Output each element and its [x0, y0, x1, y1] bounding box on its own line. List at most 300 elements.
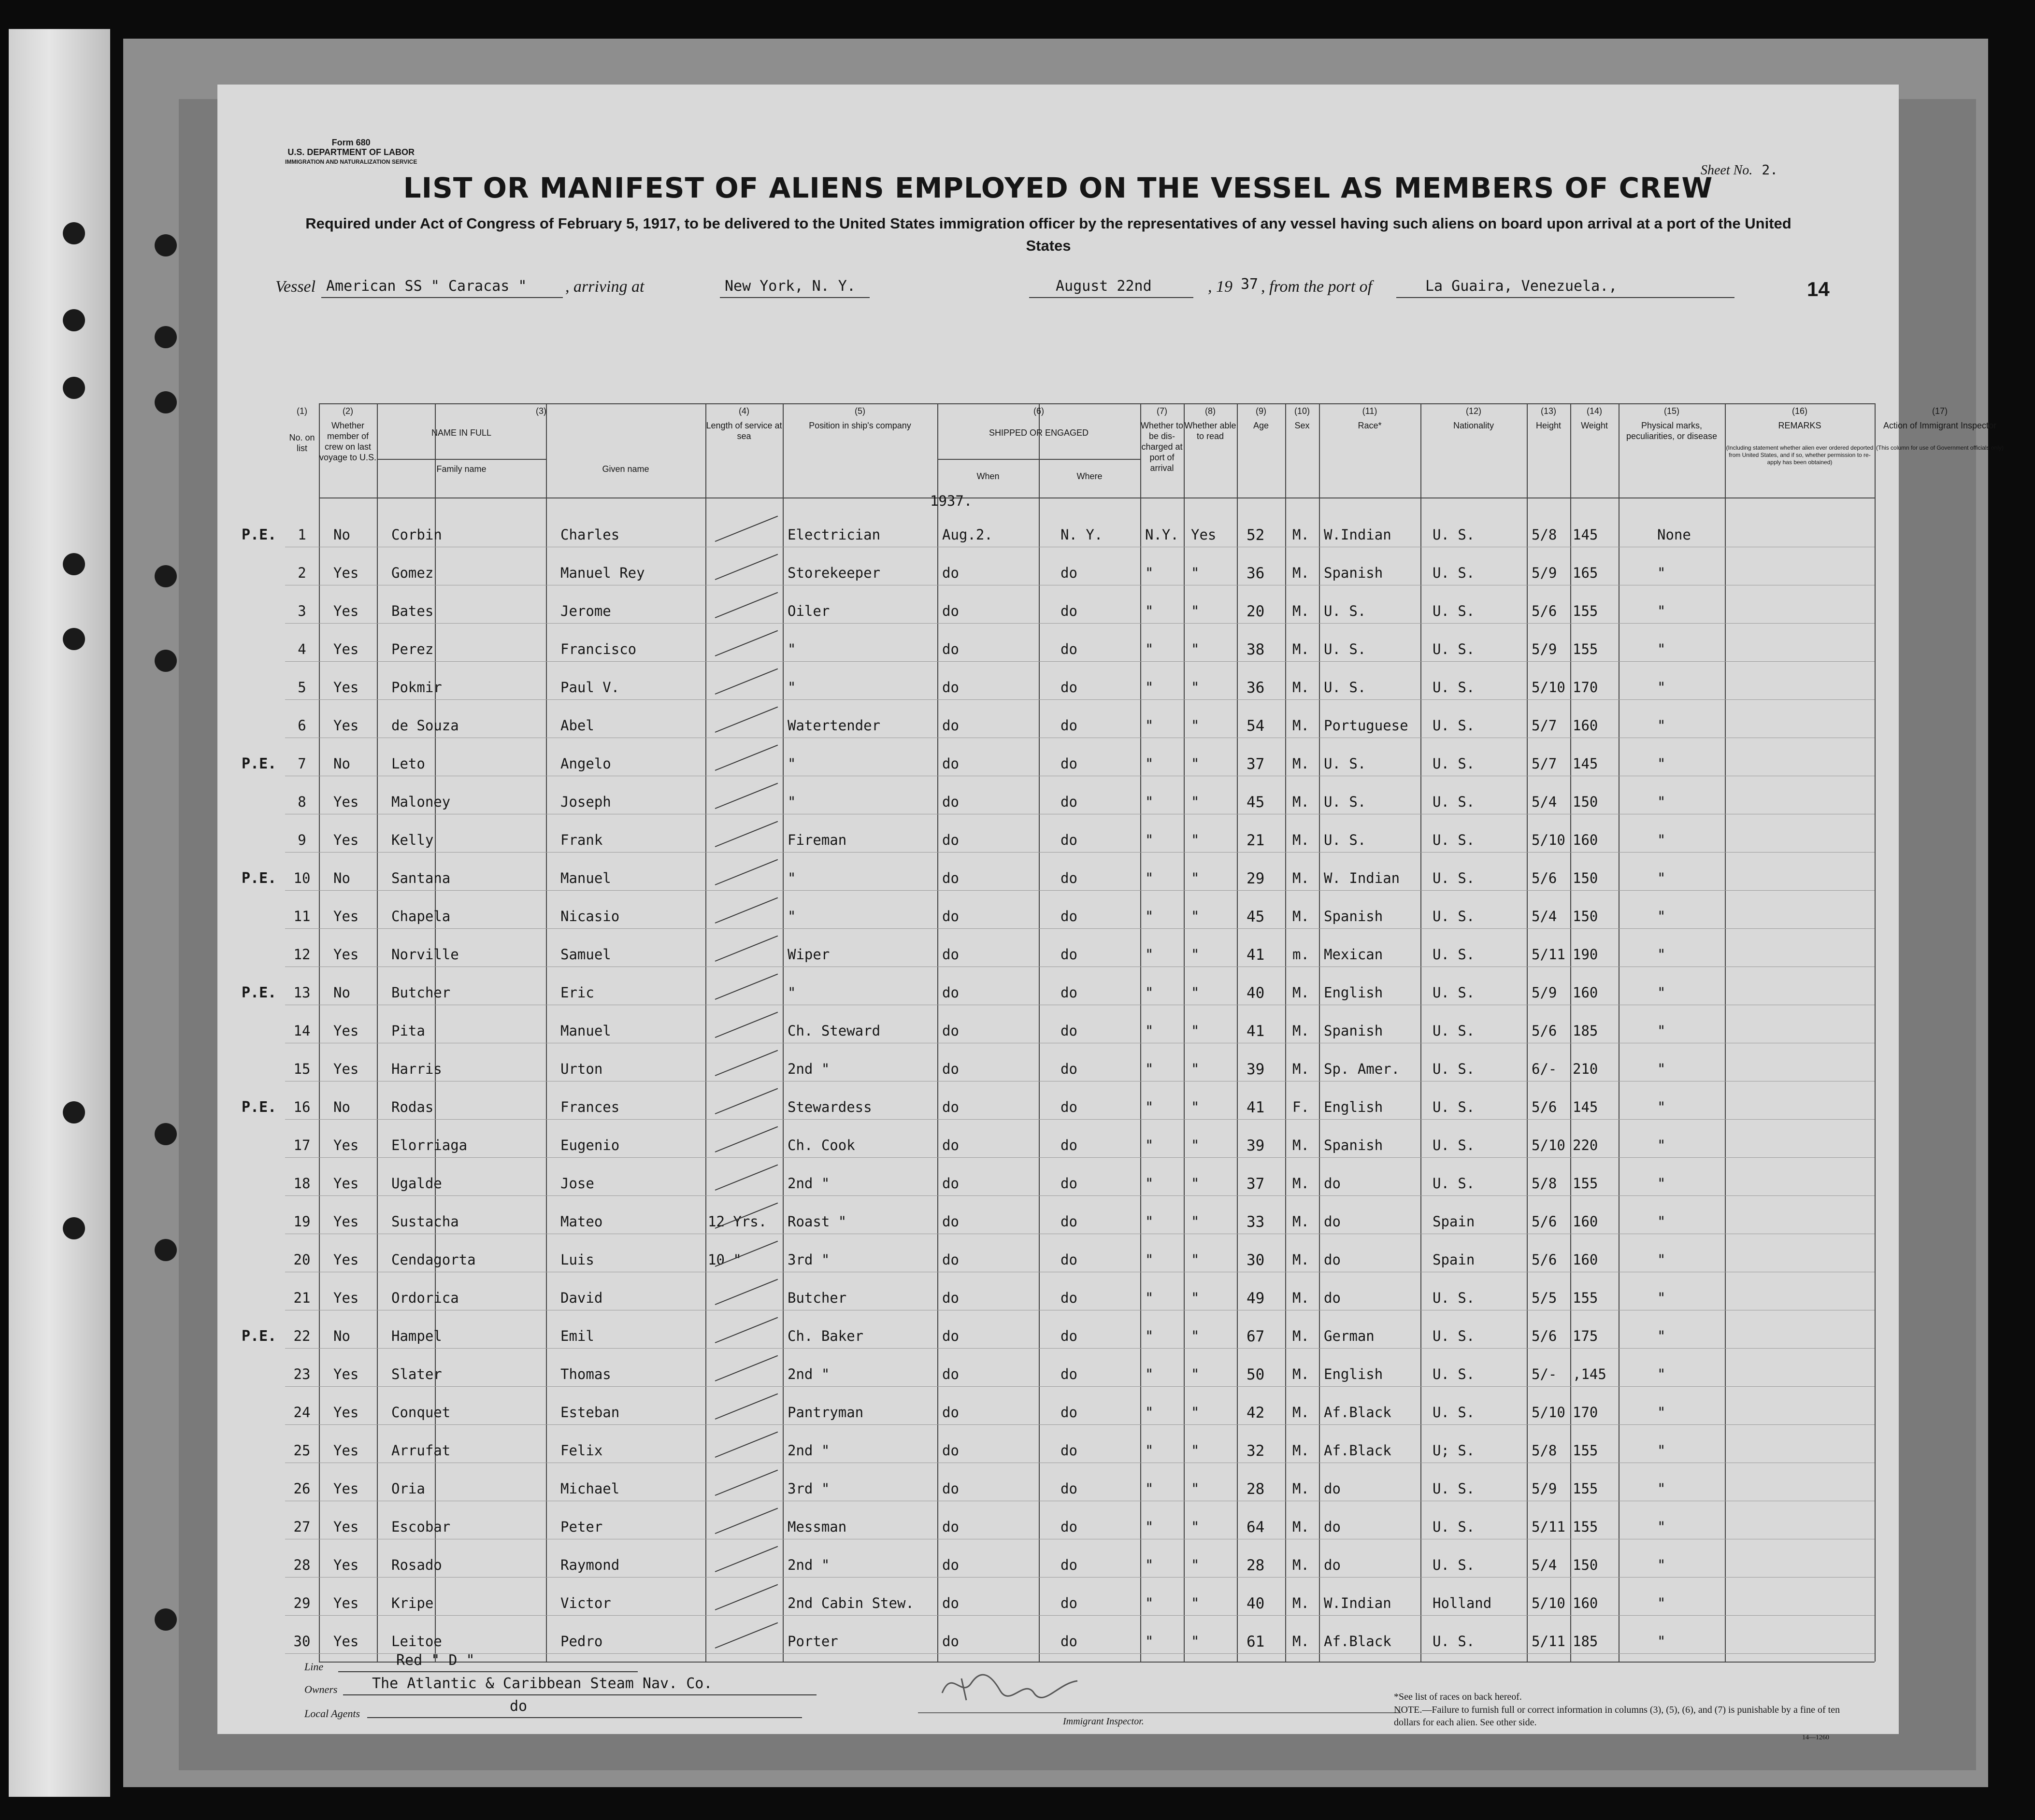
agents-label: Local Agents — [304, 1707, 360, 1720]
cell-nationality: Spain — [1433, 1213, 1475, 1230]
binder-hole — [155, 326, 177, 348]
cell-position: 2nd " — [788, 1061, 830, 1077]
cell-nationality: Holland — [1433, 1595, 1492, 1611]
cell-able-to-read: " — [1191, 755, 1200, 772]
cell-prev-voyage: Yes — [333, 1137, 359, 1153]
cell-height: 6/- — [1532, 1061, 1557, 1077]
cell-height: 5/10 — [1532, 1595, 1565, 1611]
cell-where: do — [1060, 1366, 1077, 1382]
service-tick — [715, 554, 778, 580]
cell-age: 49 — [1247, 1290, 1265, 1307]
header-sex: Sex — [1294, 421, 1310, 430]
cell-no: 16 — [293, 1099, 311, 1115]
cell-physical-marks: " — [1657, 794, 1666, 810]
service-tick — [715, 592, 778, 618]
cell-when: do — [942, 1175, 959, 1192]
name-subheader-rule — [377, 459, 546, 460]
cell-discharged: " — [1145, 1404, 1154, 1421]
form-code: 14—1260 — [1802, 1734, 1829, 1741]
cell-able-to-read: " — [1191, 679, 1200, 696]
cell-where: do — [1060, 1404, 1077, 1421]
cell-given-name: Angelo — [560, 755, 611, 772]
cell-weight: 190 — [1573, 946, 1598, 963]
pe-mark: P.E. — [242, 526, 277, 543]
cell-family-name: Chapela — [391, 908, 451, 924]
cell-race: U. S. — [1324, 832, 1366, 848]
table-row-rule — [285, 928, 1875, 929]
cell-position: " — [788, 755, 796, 772]
year-note: 1937. — [930, 493, 973, 509]
cell-where: do — [1060, 1290, 1077, 1306]
cell-family-name: de Souza — [391, 717, 459, 734]
binder-hole — [155, 650, 177, 672]
cell-no: 2 — [298, 565, 306, 581]
cell-height: 5/8 — [1532, 1442, 1557, 1459]
cell-able-to-read: " — [1191, 1213, 1200, 1230]
cell-nationality: U. S. — [1433, 1519, 1475, 1535]
cell-sex: M. — [1292, 1480, 1309, 1497]
header-shipped-engaged: SHIPPED OR ENGAGED — [989, 428, 1089, 438]
service-tick — [715, 707, 778, 733]
cell-given-name: Mateo — [560, 1213, 603, 1230]
column-number: (2) — [343, 406, 353, 416]
cell-race: do — [1324, 1290, 1341, 1306]
cell-race: Spanish — [1324, 1023, 1383, 1039]
cell-when: do — [942, 1366, 959, 1382]
cell-when: do — [942, 1595, 959, 1611]
cell-race: Af.Black — [1324, 1404, 1391, 1421]
cell-position: " — [788, 679, 796, 696]
cell-physical-marks: None — [1657, 526, 1691, 543]
cell-no: 21 — [293, 1290, 311, 1306]
cell-given-name: Frank — [560, 832, 603, 848]
cell-weight: 155 — [1573, 641, 1598, 657]
cell-height: 5/8 — [1532, 1175, 1557, 1192]
cell-family-name: Norville — [391, 946, 459, 963]
cell-given-name: Paul V. — [560, 679, 620, 696]
cell-race: do — [1324, 1519, 1341, 1535]
cell-height: 5/6 — [1532, 1213, 1557, 1230]
cell-weight: 160 — [1573, 717, 1598, 734]
cell-no: 8 — [298, 794, 306, 810]
cell-sex: M. — [1292, 832, 1309, 848]
cell-when: do — [942, 1023, 959, 1039]
service-tick — [715, 668, 778, 695]
cell-nationality: U. S. — [1433, 1328, 1475, 1344]
cell-no: 10 — [293, 870, 311, 886]
cell-discharged: " — [1145, 755, 1154, 772]
cell-nationality: Spain — [1433, 1251, 1475, 1268]
cell-no: 25 — [293, 1442, 311, 1459]
cell-given-name: Emil — [560, 1328, 594, 1344]
cell-able-to-read: " — [1191, 641, 1200, 657]
cell-given-name: Abel — [560, 717, 594, 734]
cell-able-to-read: " — [1191, 1404, 1200, 1421]
cell-nationality: U. S. — [1433, 565, 1475, 581]
column-number: (12) — [1465, 406, 1481, 416]
cell-discharged: " — [1145, 794, 1154, 810]
cell-physical-marks: " — [1657, 755, 1666, 772]
cell-physical-marks: " — [1657, 1328, 1666, 1344]
binder-hole — [63, 1101, 85, 1123]
cell-no: 3 — [298, 603, 306, 619]
cell-prev-voyage: Yes — [333, 603, 359, 619]
pe-mark: P.E. — [242, 755, 277, 772]
cell-age: 36 — [1247, 679, 1265, 697]
cell-race: U. S. — [1324, 641, 1366, 657]
cell-family-name: Harris — [391, 1061, 442, 1077]
cell-height: 5/- — [1532, 1366, 1557, 1382]
cell-where: N. Y. — [1060, 526, 1103, 543]
fine-note: NOTE.—Failure to furnish full or correct information in columns (3), (5), (6), and (7) is punishable by a fine of ten dollars for each alien. See other side. — [1394, 1705, 1840, 1728]
column-number: (17) — [1932, 406, 1948, 416]
cell-physical-marks: " — [1657, 946, 1666, 963]
cell-where: do — [1060, 641, 1077, 657]
cell-height: 5/9 — [1532, 1480, 1557, 1497]
cell-physical-marks: " — [1657, 565, 1666, 581]
cell-age: 67 — [1247, 1328, 1265, 1345]
cell-able-to-read: " — [1191, 603, 1200, 619]
cell-physical-marks: " — [1657, 1023, 1666, 1039]
cell-able-to-read: " — [1191, 1175, 1200, 1192]
cell-nationality: U. S. — [1433, 794, 1475, 810]
cell-where: do — [1060, 1442, 1077, 1459]
cell-nationality: U. S. — [1433, 717, 1475, 734]
cell-age: 21 — [1247, 832, 1265, 849]
cell-able-to-read: " — [1191, 1023, 1200, 1039]
cell-discharged: " — [1145, 1213, 1154, 1230]
cell-position: " — [788, 908, 796, 924]
header-where: Where — [1076, 471, 1103, 481]
cell-prev-voyage: Yes — [333, 1633, 359, 1649]
cell-prev-voyage: Yes — [333, 679, 359, 696]
cell-when: do — [942, 1328, 959, 1344]
cell-given-name: Samuel — [560, 946, 611, 963]
cell-given-name: Victor — [560, 1595, 611, 1611]
cell-no: 28 — [293, 1557, 311, 1573]
cell-position: Porter — [788, 1633, 838, 1649]
cell-family-name: Elorriaga — [391, 1137, 468, 1153]
cell-position: Roast " — [788, 1213, 847, 1230]
cell-discharged: " — [1145, 1061, 1154, 1077]
cell-when: do — [942, 1099, 959, 1115]
cell-discharged: " — [1145, 565, 1154, 581]
cell-height: 5/9 — [1532, 984, 1557, 1001]
cell-position: 2nd " — [788, 1557, 830, 1573]
cell-discharged: " — [1145, 1633, 1154, 1649]
cell-no: 15 — [293, 1061, 311, 1077]
column-rule — [1875, 403, 1876, 1662]
cell-sex: M. — [1292, 1290, 1309, 1306]
cell-where: do — [1060, 1175, 1077, 1192]
service-tick — [715, 783, 778, 809]
binder-hole — [155, 1239, 177, 1261]
races-note: *See list of races on back hereof. — [1394, 1692, 1522, 1702]
cell-where: do — [1060, 946, 1077, 963]
table-bottom-rule — [319, 1662, 1875, 1663]
cell-nationality: U. S. — [1433, 832, 1475, 848]
cell-sex: M. — [1292, 1328, 1309, 1344]
cell-given-name: David — [560, 1290, 603, 1306]
cell-no: 4 — [298, 641, 306, 657]
cell-age: 40 — [1247, 1595, 1265, 1612]
cell-given-name: Peter — [560, 1519, 603, 1535]
binder-hole — [63, 309, 85, 331]
cell-position: Storekeeper — [788, 565, 881, 581]
cell-nationality: U. S. — [1433, 1137, 1475, 1153]
cell-age: 41 — [1247, 1023, 1265, 1040]
cell-age: 37 — [1247, 1175, 1265, 1193]
cell-no: 18 — [293, 1175, 311, 1192]
cell-family-name: Conquet — [391, 1404, 451, 1421]
cell-family-name: Leto — [391, 755, 425, 772]
cell-sex: M. — [1292, 1595, 1309, 1611]
cell-sex: M. — [1292, 870, 1309, 886]
cell-discharged: " — [1145, 1557, 1154, 1573]
cell-discharged: " — [1145, 1137, 1154, 1153]
column-number: (8) — [1205, 406, 1216, 416]
cell-able-to-read: " — [1191, 1099, 1200, 1115]
cell-height: 5/6 — [1532, 603, 1557, 619]
cell-nationality: U. S. — [1433, 1366, 1475, 1382]
cell-sex: F. — [1292, 1099, 1309, 1115]
cell-weight: 155 — [1573, 1480, 1598, 1497]
cell-discharged: " — [1145, 984, 1154, 1001]
cell-sex: M. — [1292, 1061, 1309, 1077]
cell-weight: 160 — [1573, 1251, 1598, 1268]
header-name-in-full: NAME IN FULL — [431, 428, 492, 438]
cell-given-name: Luis — [560, 1251, 594, 1268]
cell-weight: 150 — [1573, 1557, 1598, 1573]
cell-position: 2nd " — [788, 1175, 830, 1192]
cell-race: U. S. — [1324, 755, 1366, 772]
cell-no: 9 — [298, 832, 306, 848]
table-row-rule — [285, 852, 1875, 853]
cell-weight: 145 — [1573, 526, 1598, 543]
cell-where: do — [1060, 755, 1077, 772]
cell-where: do — [1060, 1251, 1077, 1268]
service-tick — [715, 936, 778, 962]
cell-when: do — [942, 1442, 959, 1459]
cell-weight: 155 — [1573, 1442, 1598, 1459]
cell-race: do — [1324, 1557, 1341, 1573]
header-family-name: Family name — [436, 464, 487, 474]
column-number: (7) — [1157, 406, 1167, 416]
cell-where: do — [1060, 1213, 1077, 1230]
service-tick — [715, 1546, 778, 1572]
cell-position: Ch. Cook — [788, 1137, 855, 1153]
cell-age: 36 — [1247, 565, 1265, 582]
table-row-rule — [285, 1195, 1875, 1196]
form-identifier — [285, 138, 417, 167]
cell-position: 2nd " — [788, 1366, 830, 1382]
cell-discharged: " — [1145, 717, 1154, 734]
cell-position: " — [788, 641, 796, 657]
table-row-rule — [285, 623, 1875, 624]
cell-when: do — [942, 984, 959, 1001]
cell-nationality: U. S. — [1433, 1480, 1475, 1497]
cell-height: 5/11 — [1532, 946, 1565, 963]
cell-position: Watertender — [788, 717, 881, 734]
cell-race: do — [1324, 1175, 1341, 1192]
cell-given-name: Frances — [560, 1099, 620, 1115]
column-number: (16) — [1791, 406, 1807, 416]
column-rule — [377, 403, 378, 1662]
cell-prev-voyage: Yes — [333, 1213, 359, 1230]
cell-height: 5/9 — [1532, 565, 1557, 581]
cell-when: do — [942, 946, 959, 963]
cell-sex: M. — [1292, 1557, 1309, 1573]
cell-no: 5 — [298, 679, 306, 696]
cell-where: do — [1060, 1099, 1077, 1115]
cell-discharged: " — [1145, 832, 1154, 848]
cell-given-name: Francisco — [560, 641, 637, 657]
page-title: LIST OR MANIFEST OF ALIENS EMPLOYED ON THE VESSEL AS MEMBERS OF CREW — [403, 171, 1713, 204]
cell-age: 32 — [1247, 1442, 1265, 1460]
cell-height: 5/10 — [1532, 1404, 1565, 1421]
cell-race: do — [1324, 1213, 1341, 1230]
cell-discharged: " — [1145, 1595, 1154, 1611]
column-number: (14) — [1586, 406, 1602, 416]
table-row-rule — [285, 1386, 1875, 1387]
cell-weight: 165 — [1573, 565, 1598, 581]
cell-race: English — [1324, 1366, 1383, 1382]
cell-height: 5/4 — [1532, 1557, 1557, 1573]
cell-where: do — [1060, 1061, 1077, 1077]
table-row-rule — [285, 1119, 1875, 1120]
cell-position: Electrician — [788, 526, 881, 543]
cell-nationality: U. S. — [1433, 603, 1475, 619]
cell-discharged: N.Y. — [1145, 526, 1179, 543]
binder-hole — [155, 391, 177, 413]
cell-age: 45 — [1247, 794, 1265, 811]
service-tick — [715, 745, 778, 771]
cell-prev-voyage: Yes — [333, 641, 359, 657]
cell-weight: 150 — [1573, 794, 1598, 810]
cell-physical-marks: " — [1657, 1442, 1666, 1459]
cell-height: 5/4 — [1532, 794, 1557, 810]
cell-physical-marks: " — [1657, 1519, 1666, 1535]
cell-discharged: " — [1145, 1442, 1154, 1459]
cell-position: Ch. Baker — [788, 1328, 864, 1344]
header-action-note: (This column for use of Government officials only) — [1876, 444, 2004, 451]
cell-prev-voyage: Yes — [333, 1595, 359, 1611]
cell-no: 22 — [293, 1328, 311, 1344]
shipped-subheader-rule — [937, 459, 1140, 460]
cell-prev-voyage: Yes — [333, 1557, 359, 1573]
cell-able-to-read: " — [1191, 1442, 1200, 1459]
header-height: Height — [1535, 421, 1562, 430]
cell-physical-marks: " — [1657, 1099, 1666, 1115]
cell-no: 6 — [298, 717, 306, 734]
cell-discharged: " — [1145, 603, 1154, 619]
service-tick — [715, 1088, 778, 1114]
cell-height: 5/6 — [1532, 1328, 1557, 1344]
cell-race: Mexican — [1324, 946, 1383, 963]
cell-height: 5/6 — [1532, 1251, 1557, 1268]
cell-physical-marks: " — [1657, 1480, 1666, 1497]
cell-weight: 145 — [1573, 1099, 1598, 1115]
cell-weight: 170 — [1573, 1404, 1598, 1421]
cell-where: do — [1060, 984, 1077, 1001]
service-tick — [715, 859, 778, 885]
cell-where: do — [1060, 908, 1077, 924]
year-prefix: , 19 — [1208, 278, 1232, 296]
cell-weight: 160 — [1573, 832, 1598, 848]
service-tick — [715, 1432, 778, 1458]
cell-physical-marks: " — [1657, 832, 1666, 848]
cell-nationality: U. S. — [1433, 755, 1475, 772]
cell-given-name: Michael — [560, 1480, 620, 1497]
departure-port: La Guaira, Venezuela., — [1425, 278, 1618, 295]
cell-sex: M. — [1292, 1175, 1309, 1192]
cell-where: do — [1060, 1519, 1077, 1535]
table-top-rule — [319, 403, 1875, 404]
header-weight: Weight — [1581, 421, 1608, 430]
cell-sex: M. — [1292, 908, 1309, 924]
cell-physical-marks: " — [1657, 1633, 1666, 1649]
cell-height: 5/11 — [1532, 1519, 1565, 1535]
manifest-page — [217, 85, 2004, 1741]
cell-race: Af.Black — [1324, 1633, 1391, 1649]
column-number: (13) — [1540, 406, 1556, 416]
cell-family-name: Arrufat — [391, 1442, 451, 1459]
cell-able-to-read: Yes — [1191, 526, 1217, 543]
cell-age: 20 — [1247, 603, 1265, 620]
page-subtitle: Required under Act of Congress of February 5, 1917, to be delivered to the United States immigration officer by the representatives of any vessel having such aliens on board upon arrival at a port of the United States — [305, 215, 1791, 254]
cell-when: do — [942, 565, 959, 581]
column-rule — [783, 403, 784, 1662]
cell-family-name: Ordorica — [391, 1290, 459, 1306]
cell-nationality: U. S. — [1433, 870, 1475, 886]
cell-height: 5/6 — [1532, 1099, 1557, 1115]
column-number: (1) — [297, 406, 307, 416]
service-tick — [715, 1126, 778, 1152]
cell-family-name: Rodas — [391, 1099, 434, 1115]
cell-weight: 185 — [1573, 1633, 1598, 1649]
cell-family-name: Hampel — [391, 1328, 442, 1344]
cell-given-name: Joseph — [560, 794, 611, 810]
header-race: Race* — [1358, 421, 1382, 430]
service-tick — [715, 516, 778, 542]
cell-height: 5/4 — [1532, 908, 1557, 924]
cell-sex: M. — [1292, 526, 1309, 543]
cell-nationality: U. S. — [1433, 1557, 1475, 1573]
cell-nationality: U; S. — [1433, 1442, 1475, 1459]
cell-when: do — [942, 1404, 959, 1421]
cell-able-to-read: " — [1191, 832, 1200, 848]
cell-discharged: " — [1145, 1023, 1154, 1039]
cell-where: do — [1060, 1023, 1077, 1039]
cell-where: do — [1060, 870, 1077, 886]
pe-mark: P.E. — [242, 1328, 277, 1345]
cell-no: 1 — [298, 526, 306, 543]
cell-able-to-read: " — [1191, 1328, 1200, 1344]
cell-prev-voyage: Yes — [333, 1519, 359, 1535]
cell-discharged: " — [1145, 1519, 1154, 1535]
cell-prev-voyage: Yes — [333, 1290, 359, 1306]
cell-able-to-read: " — [1191, 946, 1200, 963]
table-row-rule — [285, 1653, 1875, 1654]
cell-physical-marks: " — [1657, 679, 1666, 696]
cell-weight: 170 — [1573, 679, 1598, 696]
cell-family-name: Rosado — [391, 1557, 442, 1573]
cell-no: 24 — [293, 1404, 311, 1421]
cell-family-name: Leitoe — [391, 1633, 442, 1649]
cell-position: 3rd " — [788, 1480, 830, 1497]
cell-age: 28 — [1247, 1480, 1265, 1498]
cell-physical-marks: " — [1657, 1290, 1666, 1306]
